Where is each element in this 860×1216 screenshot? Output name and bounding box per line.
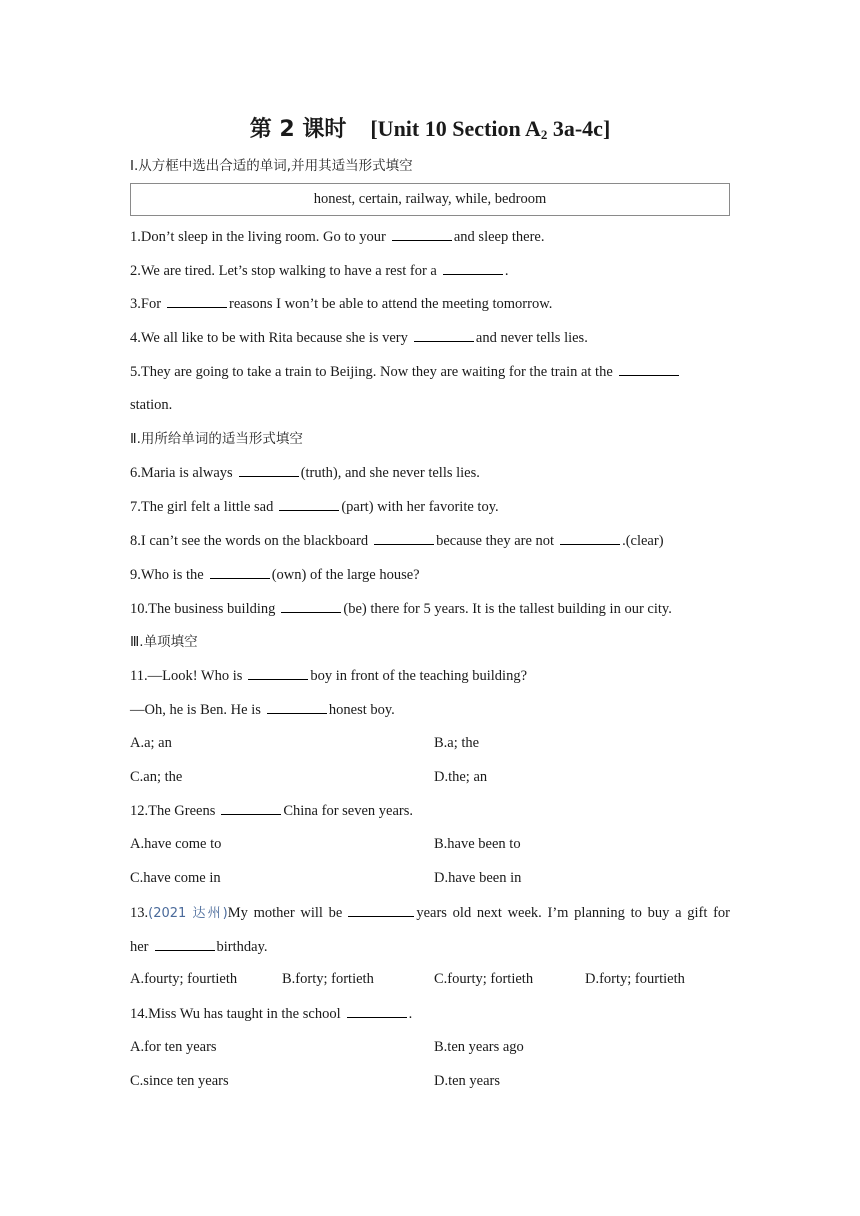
answer-blank[interactable] — [443, 260, 503, 275]
question-10: 10.The business building (be) there for 5 years. It is the tallest building in our city. — [130, 598, 672, 619]
option-11-c[interactable]: C.an; the — [130, 769, 183, 785]
page-title — [0, 112, 860, 152]
option-11-d[interactable]: D.the; an — [434, 769, 488, 785]
option-14-d[interactable]: D.ten years — [434, 1073, 501, 1089]
option-14-b[interactable]: B.ten years ago — [434, 1039, 524, 1055]
option-13-b[interactable]: B.forty; fortieth — [282, 971, 374, 987]
option-13-d[interactable]: D.forty; fourtieth — [585, 971, 685, 987]
answer-blank[interactable] — [221, 800, 281, 815]
option-13-a[interactable]: A.fourty; fourtieth — [130, 971, 238, 987]
answer-blank[interactable] — [239, 462, 299, 477]
option-12-d[interactable]: D.have been in — [434, 870, 522, 886]
question-2: 2.We are tired. Let’s stop walking to have a rest for a . — [130, 260, 508, 281]
option-14-a[interactable]: A.for ten years — [130, 1039, 217, 1055]
question-5-continued: station. — [130, 397, 173, 413]
answer-blank[interactable] — [248, 665, 308, 680]
answer-blank[interactable] — [374, 530, 434, 545]
answer-blank[interactable] — [619, 361, 679, 376]
option-12-b[interactable]: B.have been to — [434, 836, 521, 852]
answer-blank[interactable] — [347, 1003, 407, 1018]
title-unit: [Unit 10 Section A — [370, 116, 541, 141]
answer-blank[interactable] — [560, 530, 620, 545]
title-pages: 3a-4c] — [547, 116, 611, 141]
question-13: 13.(2021 达州)My mother will be years old next week. I’m planning to buy a gift for — [130, 902, 730, 924]
question-14: 14.Miss Wu has taught in the school . — [130, 1003, 412, 1024]
section-1-heading: Ⅰ.从方框中选出合适的单词,并用其适当形式填空 — [130, 158, 413, 174]
question-12: 12.The Greens China for seven years. — [130, 800, 413, 821]
answer-blank[interactable] — [279, 496, 339, 511]
option-14-c[interactable]: C.since ten years — [130, 1073, 229, 1089]
question-5: 5.They are going to take a train to Beijing. Now they are waiting for the train at the — [130, 361, 681, 382]
answer-blank[interactable] — [414, 327, 474, 342]
option-12-c[interactable]: C.have come in — [130, 870, 221, 886]
title-subscript: 2 — [540, 127, 548, 142]
option-12-a[interactable]: A.have come to — [130, 836, 222, 852]
section-3-heading: Ⅲ.单项填空 — [130, 634, 198, 650]
answer-blank[interactable] — [167, 293, 227, 308]
word-box: honest, certain, railway, while, bedroom — [130, 183, 730, 216]
question-8: 8.I can’t see the words on the blackboard because they are not .(clear) — [130, 530, 664, 551]
answer-blank[interactable] — [392, 226, 452, 241]
question-1: 1.Don’t sleep in the living room. Go to your and sleep there. — [130, 226, 544, 247]
answer-blank[interactable] — [210, 564, 270, 579]
question-13-continued: her birthday. — [130, 936, 268, 957]
question-3: 3.For reasons I won’t be able to attend the meeting tomorrow. — [130, 293, 552, 314]
answer-blank[interactable] — [267, 699, 327, 714]
answer-blank[interactable] — [155, 936, 215, 951]
question-11: 11.—Look! Who is boy in front of the teaching building? — [130, 665, 527, 686]
question-4: 4.We all like to be with Rita because she is very and never tells lies. — [130, 327, 588, 348]
answer-blank[interactable] — [281, 598, 341, 613]
option-11-b[interactable]: B.a; the — [434, 735, 480, 751]
question-7: 7.The girl felt a little sad (part) with her favorite toy. — [130, 496, 499, 517]
answer-blank[interactable] — [348, 902, 414, 917]
question-11-answer-line: —Oh, he is Ben. He is honest boy. — [130, 699, 395, 720]
option-13-c[interactable]: C.fourty; fortieth — [434, 971, 534, 987]
question-source: (2021 达州) — [148, 906, 228, 921]
question-6: 6.Maria is always (truth), and she never tells lies. — [130, 462, 480, 483]
section-2-heading: Ⅱ.用所给单词的适当形式填空 — [130, 431, 303, 447]
title-lesson: 第 2 课时 — [249, 117, 347, 142]
question-9: 9.Who is the (own) of the large house? — [130, 564, 420, 585]
option-11-a[interactable]: A.a; an — [130, 735, 172, 751]
